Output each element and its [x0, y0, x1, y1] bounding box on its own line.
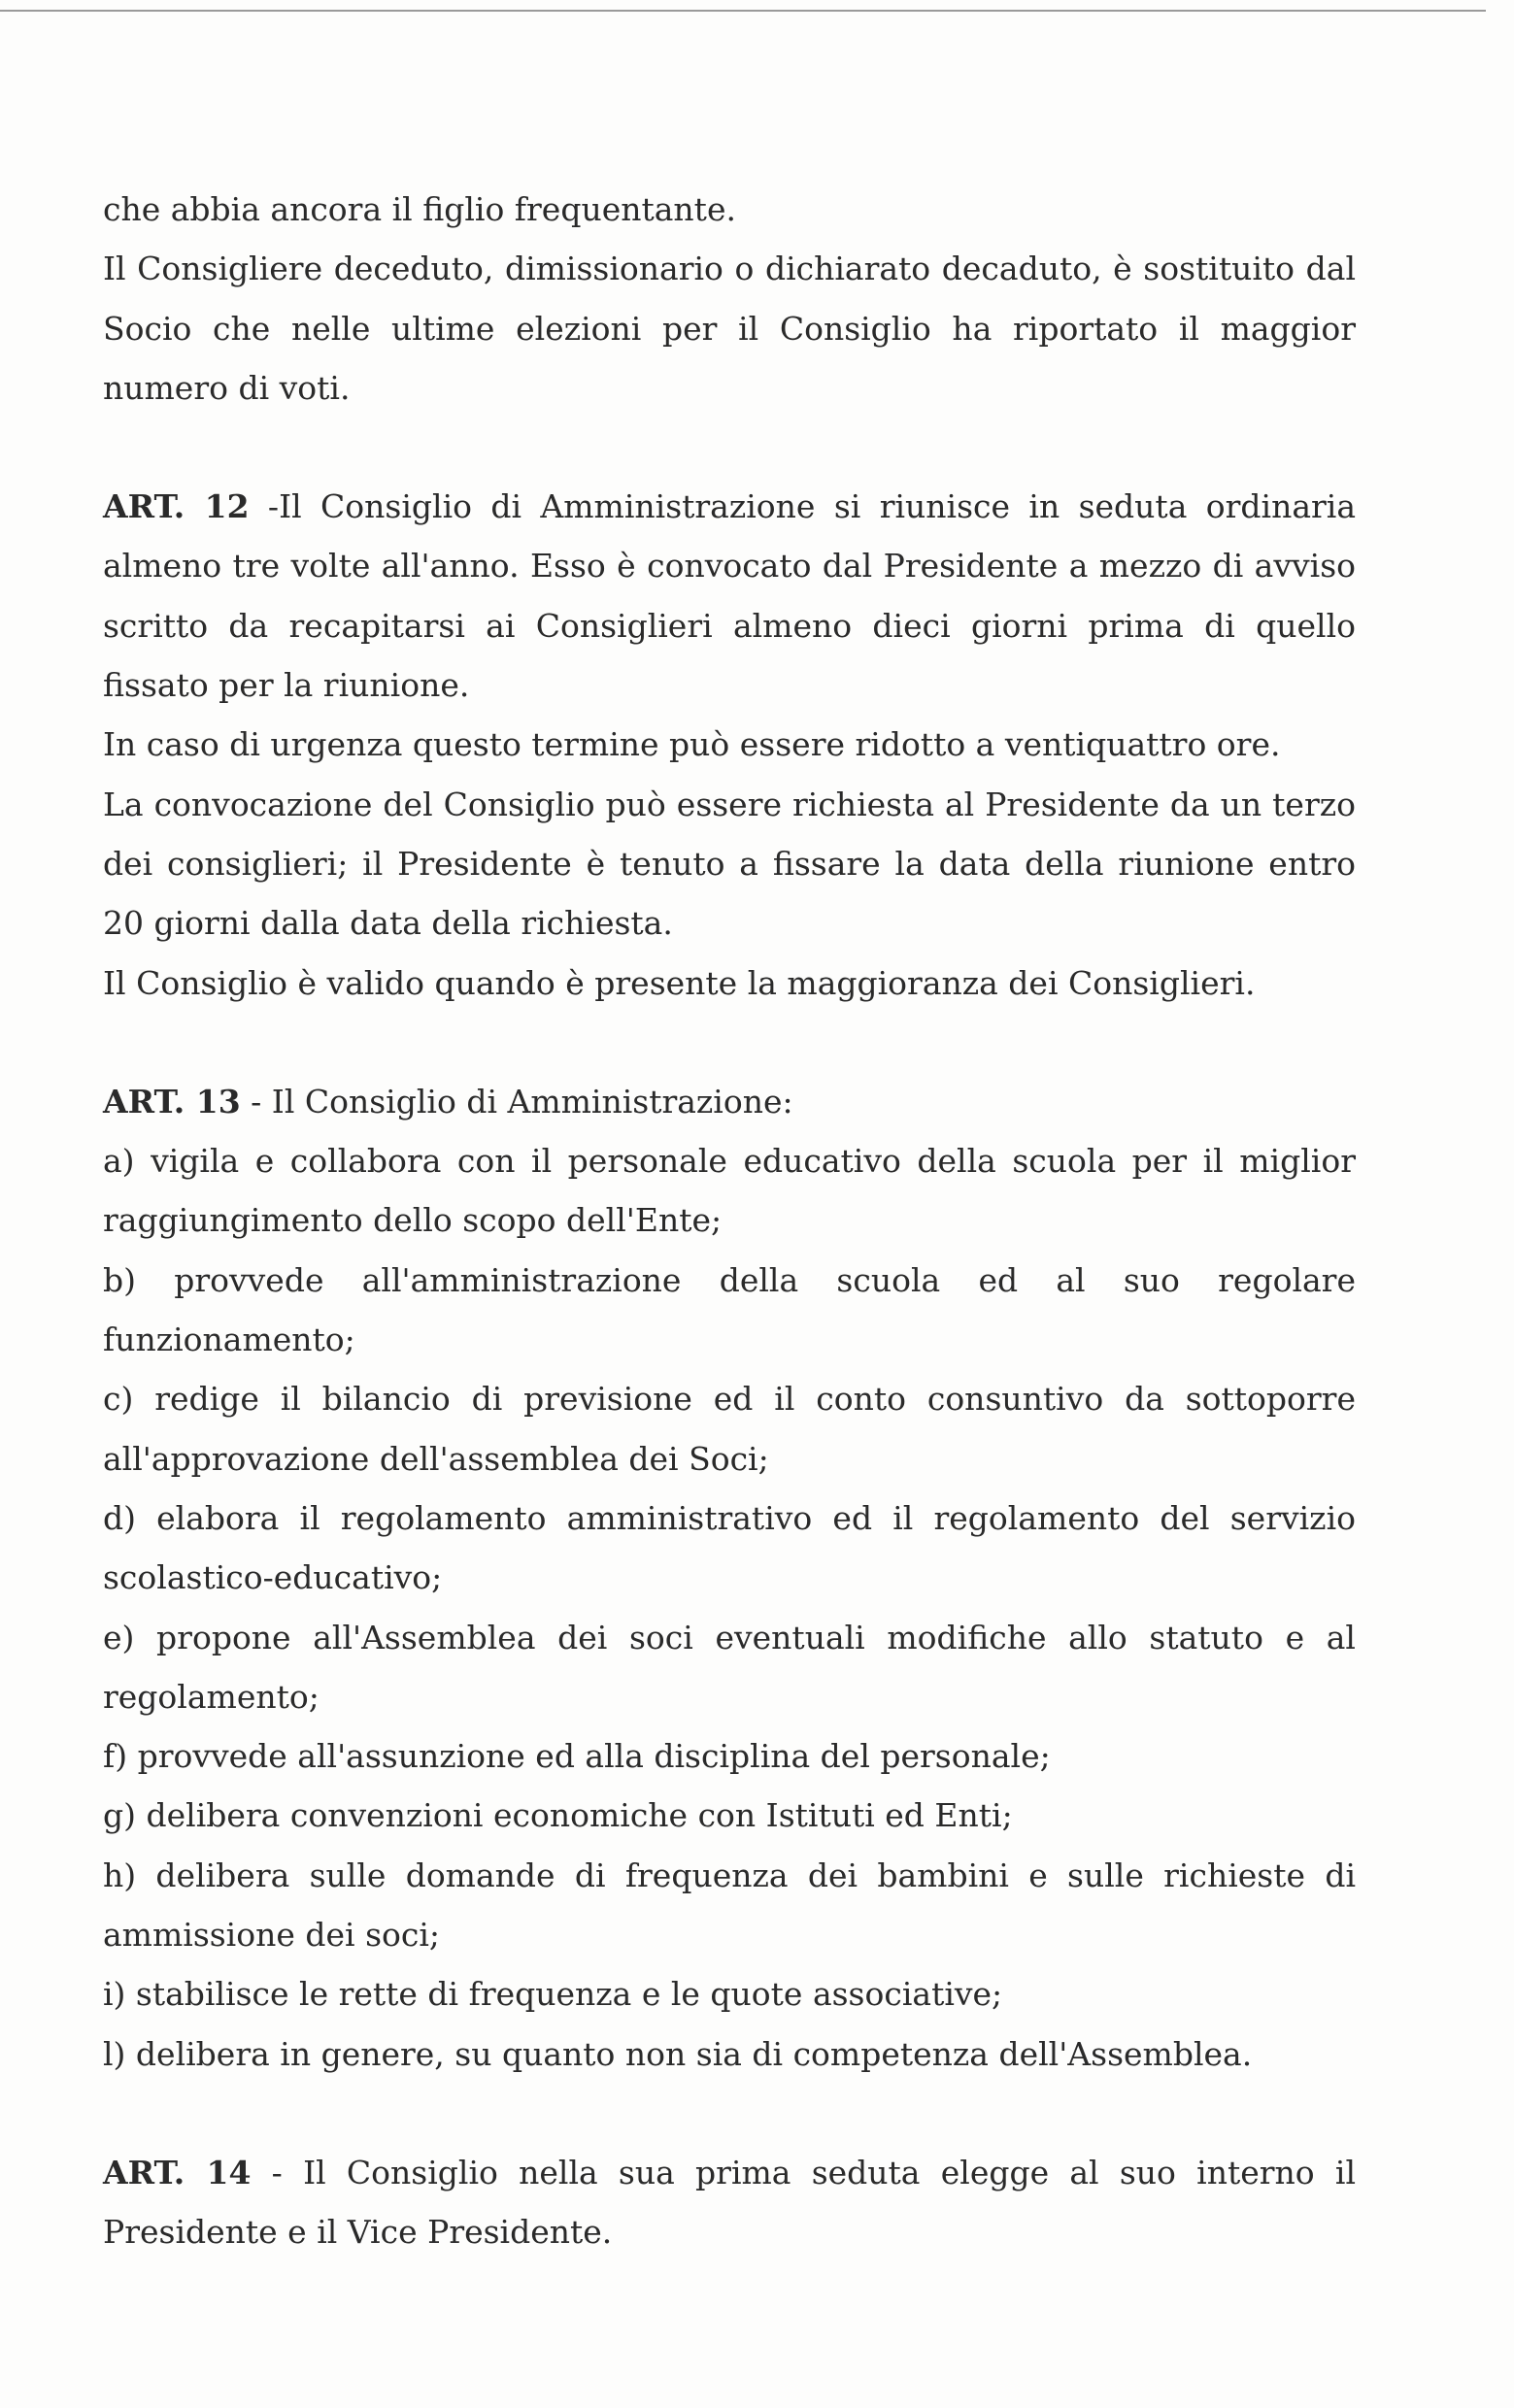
statute-text	[103, 180, 1356, 2262]
list-item: b) provvede all'amministrazione della scuola ed al suo regolare funzionamento;	[103, 1260, 1356, 1359]
top-rule	[0, 10, 1486, 12]
article-number: ART. 14	[103, 2153, 252, 2191]
paragraph: che abbia ancora il figlio frequentante.	[103, 190, 736, 228]
section-gap	[103, 418, 1356, 477]
section-gap	[103, 2084, 1356, 2143]
article-13	[103, 1072, 1356, 1131]
article-14	[103, 2143, 1356, 2262]
paragraph: In caso di urgenza questo termine può essere ridotto a ventiquattro ore.	[103, 725, 1281, 764]
article-12	[103, 477, 1356, 715]
paragraph: Il Consiglio è valido quando è presente la maggioranza dei Consiglieri.	[103, 963, 1256, 1002]
article-number: ART. 13	[103, 1082, 241, 1120]
list-item: i) stabilisce le rette di frequenza e le quote associative;	[103, 1975, 1003, 2014]
list-item: f) provvede all'assunzione ed alla disciplina del personale;	[103, 1737, 1051, 1776]
list-item: e) propone all'Assemblea dei soci eventuali modifiche allo statuto e al regolamento;	[103, 1618, 1356, 1716]
list-item: l) delibera in genere, su quanto non sia di competenza dell'Assemblea.	[103, 2034, 1253, 2073]
list-item: h) delibera sulle domande di frequenza dei bambini e sulle richieste di ammissione dei soci;	[103, 1856, 1356, 1955]
paragraph: La convocazione del Consiglio può essere richiesta al Presidente da un terzo dei consiglieri; il Presidente è tenuto a fissare la data della riunione entro 20 giorni dalla data della richiesta.	[103, 785, 1356, 943]
list-item: a) vigila e collabora con il personale educativo della scuola per il miglior raggiungimento dello scopo dell'Ente;	[103, 1142, 1356, 1240]
list-item: c) redige il bilancio di previsione ed il conto consuntivo da sottoporre all'approvazione dell'assemblea dei Soci;	[103, 1380, 1356, 1478]
article-text: - Il Consiglio di Amministrazione:	[240, 1082, 793, 1120]
article-text: -Il Consiglio di Amministrazione si riunisce in seduta ordinaria almeno tre volte all'anno. Esso è convocato dal Presidente a mezzo di avviso scritto da recapitarsi ai Consiglieri almeno dieci giorni prima di quello fissato per la riunione.	[103, 487, 1356, 705]
list-item: d) elabora il regolamento amministrativo ed il regolamento del servizio scolastico-educativo;	[103, 1498, 1356, 1597]
article-text: - Il Consiglio nella sua prima seduta elegge al suo interno il Presidente e il Vice Presidente.	[103, 2153, 1357, 2252]
paragraph: Il Consigliere deceduto, dimissionario o dichiarato decaduto, è sostituito dal Socio che nelle ultime elezioni per il Consiglio ha riportato il maggior numero di voti.	[103, 250, 1356, 407]
article-number: ART. 12	[103, 487, 250, 526]
list-item: g) delibera convenzioni economiche con Istituti ed Enti;	[103, 1796, 1013, 1835]
section-gap	[103, 1013, 1356, 1072]
